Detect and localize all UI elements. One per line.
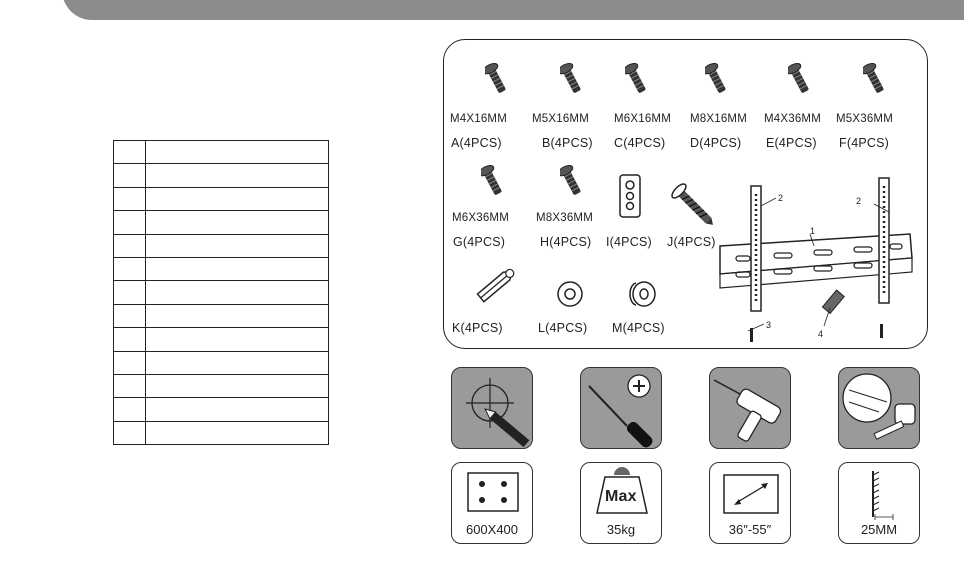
table-row — [114, 374, 329, 397]
table-row — [114, 398, 329, 421]
part-m-qty: M(4PCS) — [612, 321, 665, 335]
part-e-size: M4X36MM — [764, 113, 821, 125]
wall-profile-icon — [839, 463, 921, 523]
parts-list-table — [113, 140, 329, 445]
table-row — [114, 328, 329, 351]
washer-l-icon — [556, 280, 584, 308]
drill-icon — [710, 368, 791, 449]
table-row — [114, 164, 329, 187]
part-e-qty: E(4PCS) — [766, 136, 817, 150]
vesa-size: 600X400 — [465, 522, 519, 537]
spacer-m-icon — [624, 280, 658, 308]
table-row — [114, 211, 329, 234]
spec-vesa-card — [451, 462, 533, 544]
lag-screw-j-icon — [660, 172, 722, 234]
callout-2-right: 2 — [856, 196, 862, 206]
part-k-qty: K(4PCS) — [452, 321, 503, 335]
bolt-g-icon — [481, 165, 507, 201]
spec-max-load-card — [580, 462, 662, 544]
wall-bracket-diagram — [714, 176, 924, 346]
part-f-qty: F(4PCS) — [839, 136, 890, 150]
callout-2-left: 2 — [778, 193, 784, 203]
callout-1: 1 — [810, 226, 816, 236]
part-i-qty: I(4PCS) — [606, 235, 652, 249]
tool-drill-card — [709, 367, 791, 449]
bolt-c-icon — [625, 63, 651, 99]
part-a-size: M4X16MM — [450, 113, 507, 125]
wall-gap: 25MM — [860, 522, 898, 537]
callout-3: 3 — [766, 320, 772, 330]
bolt-e-icon — [788, 63, 814, 99]
header-bar — [62, 0, 964, 20]
table-row — [114, 234, 329, 257]
table-row — [114, 141, 329, 164]
table-row — [114, 187, 329, 210]
bolt-h-icon — [560, 165, 586, 201]
tool-pencil-card — [451, 367, 533, 449]
bolt-d-icon — [705, 63, 731, 99]
table-row — [114, 304, 329, 327]
table-row — [114, 257, 329, 280]
part-g-size: M6X36MM — [452, 212, 509, 224]
part-g-qty: G(4PCS) — [453, 235, 506, 249]
part-h-size: M8X36MM — [536, 212, 593, 224]
max-load: 35kg — [606, 522, 636, 537]
screen-size-icon — [710, 463, 792, 523]
part-a-qty: A(4PCS) — [451, 136, 502, 150]
max-label: Max — [605, 488, 637, 505]
table-row — [114, 351, 329, 374]
part-h-qty: H(4PCS) — [540, 235, 592, 249]
tool-screwdriver-card — [580, 367, 662, 449]
spacer-plate-i-icon — [619, 174, 641, 218]
bolt-f-icon — [863, 63, 889, 99]
part-b-qty: B(4PCS) — [542, 136, 593, 150]
part-b-size: M5X16MM — [532, 113, 589, 125]
tool-tape-measure-card — [838, 367, 920, 449]
vesa-pattern-icon — [452, 463, 534, 523]
table-row — [114, 421, 329, 444]
tape-measure-icon — [839, 368, 920, 449]
pencil-icon — [452, 368, 533, 449]
bolt-b-icon — [560, 63, 586, 99]
screwdriver-icon — [581, 368, 662, 449]
screen-size: 36″-55″ — [728, 522, 772, 537]
part-d-qty: D(4PCS) — [690, 136, 742, 150]
callout-4: 4 — [818, 329, 824, 339]
part-f-size: M5X36MM — [836, 113, 893, 125]
part-j-qty: J(4PCS) — [667, 235, 716, 249]
wall-anchor-k-icon — [470, 262, 522, 308]
bolt-a-icon — [485, 63, 511, 99]
spec-wall-gap-card — [838, 462, 920, 544]
table-row — [114, 281, 329, 304]
part-c-qty: C(4PCS) — [614, 136, 666, 150]
part-d-size: M8X16MM — [690, 113, 747, 125]
part-l-qty: L(4PCS) — [538, 321, 588, 335]
part-c-size: M6X16MM — [614, 113, 671, 125]
spec-screen-size-card — [709, 462, 791, 544]
